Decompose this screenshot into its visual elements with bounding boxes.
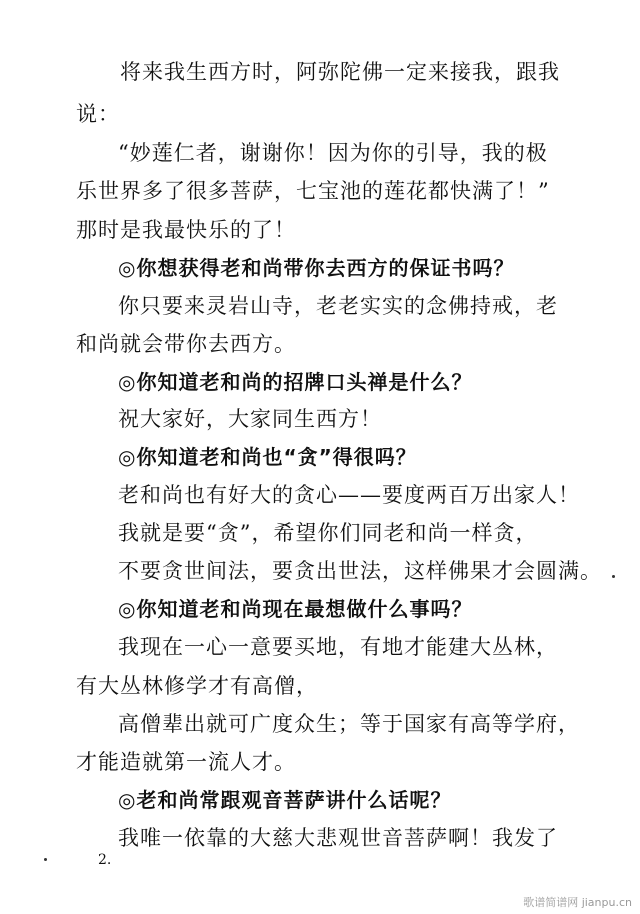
text-line-8: 和尚就会带你去西方。: [76, 332, 296, 356]
scan-speck: [44, 858, 47, 861]
text-line-10: 祝大家好，大家同生西方！: [118, 407, 382, 431]
text-line-19: 才能造就第一流人才。: [76, 750, 296, 774]
text-line-2: 说：: [76, 102, 120, 126]
watermark: 歌谱简谱网 jianpu.cn: [523, 896, 632, 909]
question-heading-2: ◎你知道老和尚的招牌口头禅是什么？: [118, 370, 473, 394]
text-line-16: 我现在一心一意要买地，有地才能建大丛林，: [118, 635, 558, 659]
text-line-5: 那时是我最快乐的了！: [76, 218, 296, 242]
text-line-3: “妙莲仁者，谢谢你！因为你的引导，我的极: [118, 141, 548, 165]
scan-speck: [612, 575, 615, 578]
page-number: 2.: [98, 852, 112, 868]
question-heading-1: ◎你想获得老和尚带你去西方的保证书吗？: [118, 256, 515, 280]
question-heading-4: ◎你知道老和尚现在最想做什么事吗？: [118, 597, 473, 621]
text-line-14: 不要贪世间法，要贪出世法，这样佛果才会圆满。: [118, 559, 602, 583]
text-line-13: 我就是要“贪”，希望你们同老和尚一样贪，: [118, 521, 538, 545]
text-line-21: 我唯一依靠的大慈大悲观世音菩萨啊！我发了: [118, 826, 558, 850]
text-line-12: 老和尚也有好大的贪心——要度两百万出家人！: [118, 483, 580, 507]
text-line-4: 乐世界多了很多菩萨，七宝池的莲花都快满了！”: [76, 179, 550, 203]
text-line-1: 将来我生西方时，阿弥陀佛一定来接我，跟我: [120, 60, 560, 84]
text-line-7: 你只要来灵岩山寺，老老实实的念佛持戒，老: [118, 294, 558, 318]
question-heading-5: ◎老和尚常跟观音菩萨讲什么话呢？: [118, 788, 452, 812]
text-line-17: 有大丛林修学才有高僧，: [76, 674, 318, 698]
text-line-18: 高僧辈出就可广度众生；等于国家有高等学府，: [118, 712, 580, 736]
question-heading-3: ◎你知道老和尚也“贪”得很吗？: [118, 445, 417, 469]
